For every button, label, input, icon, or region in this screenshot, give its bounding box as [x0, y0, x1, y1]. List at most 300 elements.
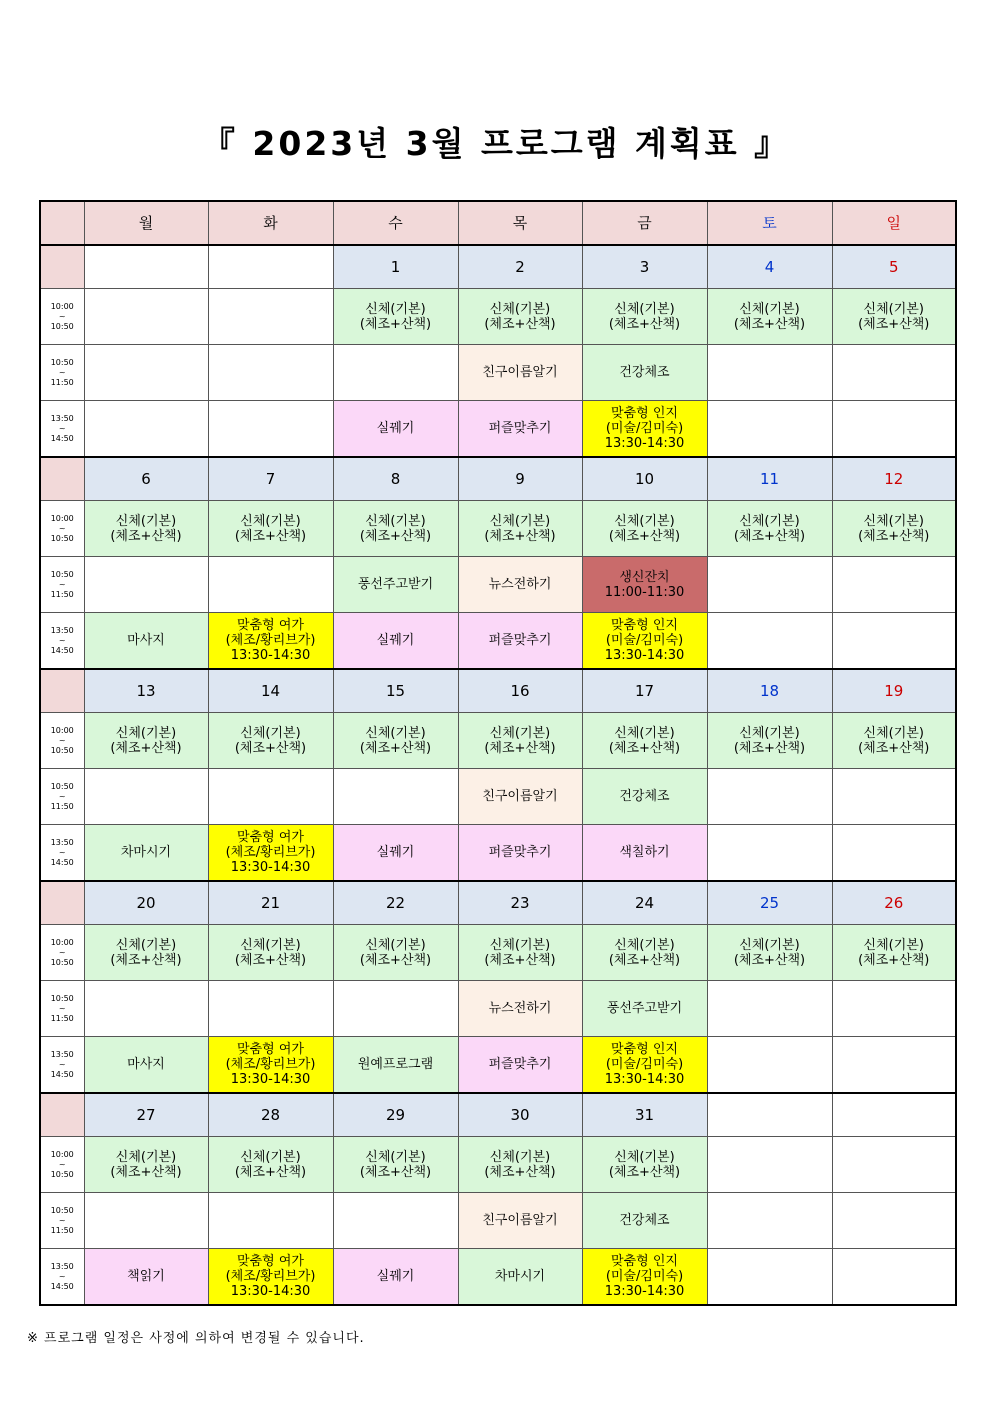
time-label — [40, 345, 84, 401]
program-text: 13:30-14:30 — [604, 1072, 685, 1087]
program-cell — [333, 825, 458, 882]
empty-cell — [84, 981, 208, 1037]
date-cell: 13 — [84, 669, 208, 713]
time-label-part: 13:50 — [50, 1261, 74, 1271]
program-text: (체조+산책) — [359, 528, 432, 544]
time-slot-row — [40, 557, 956, 613]
program-text: 신체(기본) — [365, 301, 426, 317]
time-label-part: 10:50 — [50, 357, 74, 367]
weekday-header-row — [40, 201, 956, 245]
empty-cell — [832, 613, 956, 670]
date-cell: 2 — [458, 245, 582, 289]
program-cell — [208, 1137, 333, 1193]
program-text: 13:30-14:30 — [230, 1072, 311, 1087]
program-text: (체조+산책) — [484, 1164, 556, 1180]
program-text: 맞춤형 인지 — [611, 618, 678, 633]
program-text: 원예프로그램 — [357, 1057, 434, 1072]
time-label-part: ~ — [58, 423, 66, 433]
program-text: 책읽기 — [127, 1269, 165, 1284]
time-label-part: ~ — [58, 791, 66, 801]
time-label-part: 11:50 — [50, 377, 74, 387]
empty-cell — [832, 1249, 956, 1306]
date-cell: 9 — [458, 457, 582, 501]
time-label-part: 10:50 — [50, 745, 74, 755]
program-cell — [333, 613, 458, 670]
time-label-part: ~ — [58, 367, 66, 377]
empty-cell — [84, 401, 208, 458]
weekday-wed: 수 — [333, 201, 458, 245]
program-cell — [208, 1249, 333, 1306]
program-text: 맞춤형 인지 — [611, 406, 678, 421]
time-label-part: 10:00 — [50, 725, 74, 735]
date-cell: 1 — [333, 245, 458, 289]
program-cell — [582, 289, 707, 345]
date-row-label — [40, 881, 84, 925]
date-cell: 26 — [832, 881, 956, 925]
program-cell — [707, 289, 832, 345]
weekday-mon: 월 — [84, 201, 208, 245]
empty-cell — [707, 981, 832, 1037]
program-cell — [458, 769, 582, 825]
date-cell: 4 — [707, 245, 832, 289]
date-cell: 16 — [458, 669, 582, 713]
program-cell — [333, 925, 458, 981]
program-text: (미술/김미숙) — [605, 1057, 684, 1072]
time-label — [40, 401, 84, 458]
time-label-part: 10:50 — [50, 1205, 74, 1215]
program-text: 신체(기본) — [240, 513, 301, 529]
empty-cell — [832, 825, 956, 882]
program-text: (체조+산책) — [608, 952, 681, 968]
program-cell — [208, 613, 333, 670]
program-text: 풍선주고받기 — [606, 1001, 683, 1016]
program-cell — [458, 825, 582, 882]
program-cell — [458, 345, 582, 401]
date-row — [40, 245, 956, 289]
program-text: (체조+산책) — [733, 952, 806, 968]
time-label-part: ~ — [58, 1271, 66, 1281]
week-2 — [40, 457, 956, 669]
empty-cell — [832, 1037, 956, 1094]
program-text: 신체(기본) — [614, 725, 675, 741]
empty-cell — [84, 345, 208, 401]
empty-cell — [832, 557, 956, 613]
empty-cell — [832, 769, 956, 825]
time-slot-row — [40, 1037, 956, 1094]
program-text: (체조+산책) — [110, 740, 182, 756]
program-text: (체조/황리브가) — [225, 845, 316, 860]
program-cell — [458, 925, 582, 981]
weekday-fri: 금 — [582, 201, 707, 245]
program-cell — [582, 345, 707, 401]
time-slot-row — [40, 289, 956, 345]
time-label-part: 13:50 — [50, 413, 74, 423]
program-cell — [582, 501, 707, 557]
program-text: 맞춤형 여가 — [237, 618, 304, 633]
program-cell — [84, 1249, 208, 1306]
time-slot-row — [40, 769, 956, 825]
program-cell — [458, 981, 582, 1037]
program-text: 맞춤형 여가 — [237, 830, 304, 845]
time-label-part: 10:50 — [50, 781, 74, 791]
program-cell — [707, 713, 832, 769]
time-slot-row — [40, 1193, 956, 1249]
program-text: (체조+산책) — [733, 316, 806, 332]
program-text: (체조+산책) — [484, 528, 556, 544]
time-label — [40, 713, 84, 769]
time-slot-row — [40, 825, 956, 882]
time-label-part: 14:50 — [50, 433, 74, 443]
program-text: 신체(기본) — [489, 937, 551, 953]
program-text: (체조+산책) — [858, 740, 930, 756]
program-text: (체조+산책) — [234, 1164, 307, 1180]
program-text: 13:30-14:30 — [604, 648, 685, 663]
program-text: 신체(기본) — [365, 513, 426, 529]
program-text: (체조+산책) — [359, 316, 432, 332]
program-text: 차마시기 — [494, 1269, 546, 1284]
time-label-part: ~ — [58, 579, 66, 589]
date-cell: 10 — [582, 457, 707, 501]
program-text: 신체(기본) — [489, 725, 551, 741]
program-text: (체조+산책) — [234, 740, 307, 756]
time-label-part: ~ — [58, 847, 66, 857]
program-text: 맞춤형 인지 — [611, 1042, 678, 1057]
time-slot-row — [40, 1137, 956, 1193]
program-text: (체조+산책) — [484, 316, 556, 332]
program-cell — [582, 769, 707, 825]
time-label — [40, 1137, 84, 1193]
empty-cell — [333, 1193, 458, 1249]
time-label-part: 10:50 — [50, 533, 74, 543]
date-row-label — [40, 457, 84, 501]
time-label — [40, 501, 84, 557]
program-text: 신체(기본) — [240, 937, 301, 953]
program-cell — [582, 1249, 707, 1306]
program-text: 신체(기본) — [614, 937, 675, 953]
program-text: 신체(기본) — [240, 1149, 301, 1165]
program-text: 신체(기본) — [365, 1149, 426, 1165]
time-slot-row — [40, 613, 956, 670]
program-cell — [208, 925, 333, 981]
empty-cell — [707, 1249, 832, 1306]
date-cell — [208, 245, 333, 289]
time-label-part: 14:50 — [50, 1069, 74, 1079]
time-label-part: ~ — [58, 735, 66, 745]
program-cell — [333, 1037, 458, 1094]
program-text: (체조+산책) — [484, 740, 556, 756]
time-slot-row — [40, 925, 956, 981]
program-cell — [333, 1137, 458, 1193]
date-cell: 24 — [582, 881, 707, 925]
program-text: 신체(기본) — [614, 301, 675, 317]
empty-cell — [707, 1193, 832, 1249]
date-cell: 27 — [84, 1093, 208, 1137]
program-text: 신체(기본) — [115, 725, 177, 741]
program-text: (체조+산책) — [608, 1164, 681, 1180]
date-cell: 29 — [333, 1093, 458, 1137]
date-cell: 18 — [707, 669, 832, 713]
date-cell: 23 — [458, 881, 582, 925]
program-text: 13:30-14:30 — [230, 860, 311, 875]
program-text: (체조+산책) — [733, 528, 806, 544]
time-label-part: ~ — [58, 635, 66, 645]
program-text: 친구이름알기 — [482, 789, 558, 804]
program-text: 신체(기본) — [115, 937, 177, 953]
program-text: 신체(기본) — [489, 1149, 551, 1165]
program-cell — [582, 1037, 707, 1094]
time-label — [40, 1193, 84, 1249]
program-text: 신체(기본) — [240, 725, 301, 741]
time-label — [40, 825, 84, 882]
date-row — [40, 1093, 956, 1137]
weekday-sat: 토 — [707, 201, 832, 245]
program-cell — [208, 713, 333, 769]
program-text: (체조+산책) — [110, 1164, 182, 1180]
empty-cell — [707, 769, 832, 825]
program-text: 생신잔치 — [619, 569, 670, 585]
program-text: (체조+산책) — [858, 316, 930, 332]
date-cell: 20 — [84, 881, 208, 925]
date-cell — [84, 245, 208, 289]
program-text: 건강체조 — [619, 1213, 670, 1228]
time-label-part: ~ — [58, 947, 66, 957]
time-label-part: 10:00 — [50, 937, 74, 947]
program-cell — [333, 557, 458, 613]
program-cell — [582, 1137, 707, 1193]
program-text: 퍼즐맞추기 — [488, 633, 552, 648]
date-row — [40, 881, 956, 925]
time-label — [40, 925, 84, 981]
program-cell — [582, 713, 707, 769]
empty-cell — [707, 401, 832, 458]
program-cell — [84, 1037, 208, 1094]
program-text: 신체(기본) — [863, 513, 924, 529]
date-cell: 31 — [582, 1093, 707, 1137]
program-text: (체조/황리브가) — [225, 1269, 316, 1284]
time-label-part: ~ — [58, 1059, 66, 1069]
time-slot-row — [40, 501, 956, 557]
program-text: 신체(기본) — [863, 301, 924, 317]
weekday-sun: 일 — [832, 201, 956, 245]
time-slot-row — [40, 401, 956, 458]
program-cell — [458, 1037, 582, 1094]
date-cell: 21 — [208, 881, 333, 925]
program-text: 맞춤형 여가 — [237, 1042, 304, 1057]
date-cell: 7 — [208, 457, 333, 501]
program-cell — [458, 1249, 582, 1306]
program-cell — [84, 825, 208, 882]
time-label-part: 11:50 — [50, 1013, 74, 1023]
program-text: 퍼즐맞추기 — [488, 421, 552, 436]
week-1 — [40, 245, 956, 457]
program-text: 신체(기본) — [614, 1149, 675, 1165]
empty-cell — [832, 401, 956, 458]
program-text: 신체(기본) — [489, 513, 551, 529]
program-text: (체조+산책) — [359, 952, 432, 968]
time-label-part: ~ — [58, 1003, 66, 1013]
time-label-part: 13:50 — [50, 837, 74, 847]
program-text: 건강체조 — [619, 789, 670, 804]
program-text: 신체(기본) — [739, 937, 800, 953]
date-cell: 28 — [208, 1093, 333, 1137]
empty-cell — [208, 1193, 333, 1249]
time-slot-row — [40, 345, 956, 401]
weekday-tue: 화 — [208, 201, 333, 245]
empty-cell — [707, 613, 832, 670]
program-text: 신체(기본) — [863, 937, 924, 953]
date-cell: 5 — [832, 245, 956, 289]
program-cell — [582, 1193, 707, 1249]
empty-cell — [208, 289, 333, 345]
date-cell — [832, 1093, 956, 1137]
program-cell — [458, 289, 582, 345]
schedule-table — [39, 200, 957, 1306]
program-text: 신체(기본) — [115, 513, 177, 529]
program-cell — [582, 825, 707, 882]
program-cell — [84, 1137, 208, 1193]
program-text: 실꿰기 — [376, 421, 415, 436]
date-row-label — [40, 1093, 84, 1137]
program-cell — [84, 613, 208, 670]
program-cell — [84, 925, 208, 981]
program-text: (체조+산책) — [234, 952, 307, 968]
program-text: 맞춤형 여가 — [237, 1254, 304, 1269]
time-label-part: 11:50 — [50, 589, 74, 599]
time-label-part: 10:00 — [50, 1149, 74, 1159]
program-text: 마사지 — [127, 1057, 165, 1072]
empty-cell — [333, 769, 458, 825]
program-text: 13:30-14:30 — [604, 1284, 685, 1299]
time-label-part: 13:50 — [50, 625, 74, 635]
program-text: 13:30-14:30 — [604, 436, 685, 451]
program-cell — [832, 289, 956, 345]
program-text: (체조/황리브가) — [225, 633, 316, 648]
time-label — [40, 557, 84, 613]
program-cell — [582, 925, 707, 981]
date-row-label — [40, 669, 84, 713]
time-slot-row — [40, 981, 956, 1037]
program-cell — [208, 825, 333, 882]
program-text: (체조+산책) — [858, 952, 930, 968]
date-cell: 11 — [707, 457, 832, 501]
program-text: (체조+산책) — [110, 952, 182, 968]
time-label-part: 10:50 — [50, 993, 74, 1003]
time-label-part: 10:50 — [50, 1169, 74, 1179]
empty-cell — [707, 345, 832, 401]
empty-cell — [208, 769, 333, 825]
empty-cell — [84, 769, 208, 825]
time-label — [40, 981, 84, 1037]
time-label — [40, 1249, 84, 1306]
time-label-part: 14:50 — [50, 1281, 74, 1291]
date-cell: 14 — [208, 669, 333, 713]
date-cell: 12 — [832, 457, 956, 501]
program-cell — [208, 1037, 333, 1094]
program-cell — [208, 501, 333, 557]
empty-cell — [208, 345, 333, 401]
program-text: 맞춤형 인지 — [611, 1254, 678, 1269]
program-cell — [458, 1193, 582, 1249]
empty-cell — [208, 557, 333, 613]
program-text: 신체(기본) — [365, 725, 426, 741]
empty-cell — [707, 825, 832, 882]
program-cell — [707, 501, 832, 557]
program-cell — [333, 713, 458, 769]
time-label-part: 14:50 — [50, 645, 74, 655]
program-text: 신체(기본) — [115, 1149, 177, 1165]
week-5 — [40, 1093, 956, 1305]
date-cell: 22 — [333, 881, 458, 925]
program-cell — [333, 289, 458, 345]
empty-cell — [84, 1193, 208, 1249]
time-label-part: 10:50 — [50, 957, 74, 967]
time-label-part: 10:50 — [50, 321, 74, 331]
date-cell — [707, 1093, 832, 1137]
program-text: 실꿰기 — [376, 1269, 415, 1284]
program-text: 마사지 — [127, 633, 165, 648]
program-text: 건강체조 — [619, 365, 670, 380]
time-label-part: ~ — [58, 311, 66, 321]
program-cell — [333, 501, 458, 557]
program-text: (체조+산책) — [484, 952, 556, 968]
program-cell — [458, 557, 582, 613]
time-label-part: 10:00 — [50, 301, 74, 311]
program-text: 뉴스전하기 — [488, 577, 552, 592]
program-text: (체조+산책) — [359, 740, 432, 756]
time-label-part: 10:00 — [50, 513, 74, 523]
time-label-part: 13:50 — [50, 1049, 74, 1059]
program-cell — [84, 501, 208, 557]
program-cell — [333, 1249, 458, 1306]
time-label-part: 11:50 — [50, 801, 74, 811]
program-text: 11:00-11:30 — [604, 584, 685, 600]
program-cell — [582, 401, 707, 458]
empty-cell — [832, 981, 956, 1037]
empty-cell — [707, 557, 832, 613]
program-cell — [832, 713, 956, 769]
program-text: (체조+산책) — [608, 740, 681, 756]
program-cell — [84, 713, 208, 769]
program-text: 뉴스전하기 — [488, 1001, 552, 1016]
empty-cell — [707, 1137, 832, 1193]
time-label-part: 11:50 — [50, 1225, 74, 1235]
program-text: 퍼즐맞추기 — [488, 845, 552, 860]
program-text: (체조+산책) — [359, 1164, 432, 1180]
empty-cell — [832, 345, 956, 401]
time-label — [40, 613, 84, 670]
time-label-part: ~ — [58, 523, 66, 533]
program-text: (미술/김미숙) — [605, 1269, 684, 1284]
date-cell: 19 — [832, 669, 956, 713]
time-label-part: 14:50 — [50, 857, 74, 867]
empty-cell — [208, 981, 333, 1037]
program-text: (체조/황리브가) — [225, 1057, 316, 1072]
week-4 — [40, 881, 956, 1093]
program-cell — [458, 1137, 582, 1193]
program-text: (체조+산책) — [608, 528, 681, 544]
program-text: 실꿰기 — [376, 633, 415, 648]
program-text: 신체(기본) — [739, 301, 800, 317]
week-3 — [40, 669, 956, 881]
program-text: (체조+산책) — [110, 528, 182, 544]
program-cell — [458, 501, 582, 557]
program-text: (체조+산책) — [234, 528, 307, 544]
program-text: 친구이름알기 — [482, 1213, 558, 1228]
program-text: 신체(기본) — [739, 513, 800, 529]
date-row — [40, 457, 956, 501]
time-label — [40, 769, 84, 825]
date-cell: 3 — [582, 245, 707, 289]
